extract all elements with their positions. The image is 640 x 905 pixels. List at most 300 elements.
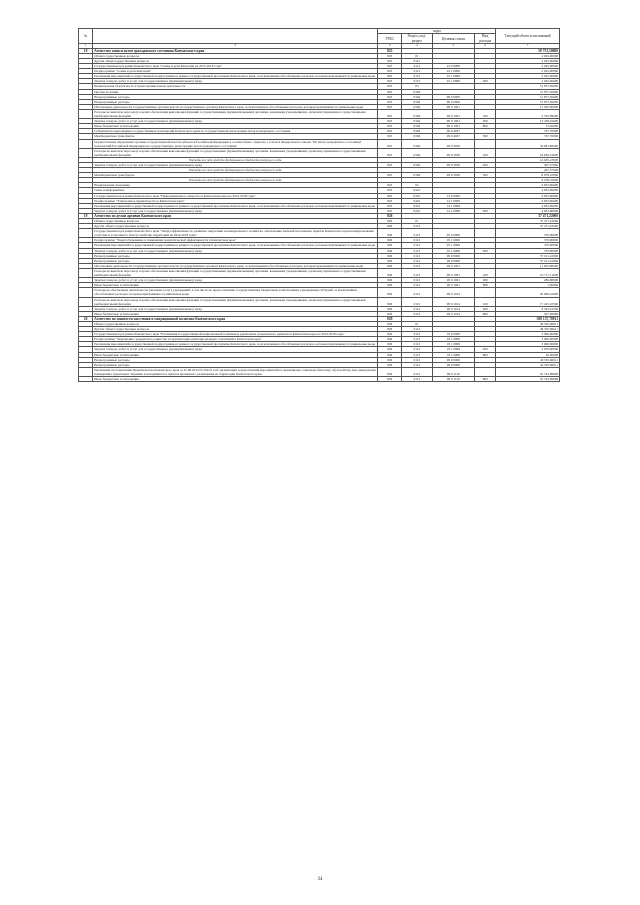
- row-target: 14 0 0000: [432, 193, 474, 198]
- row-grbs: 829: [378, 367, 402, 376]
- row-section: 0113: [402, 297, 433, 306]
- row-grbs: 826: [378, 268, 402, 277]
- row-section: 0304: [402, 139, 433, 148]
- row-target: 22 0 0000: [432, 64, 474, 69]
- row-grbs: 826: [378, 229, 402, 238]
- row-grbs: 825: [378, 208, 402, 213]
- row-name: Иные бюджетные ассигнования: [93, 311, 378, 316]
- row-amount: 30,00000: [496, 352, 560, 357]
- row-amount: 370,00000: [496, 248, 560, 253]
- row-amount: 37 101,22000: [496, 258, 560, 263]
- row-vr: 500: [475, 173, 496, 178]
- row-name: Агентство записи актов гражданского состояния Камчатского края: [93, 48, 378, 53]
- row-vr: 200: [475, 162, 496, 167]
- row-amount: 2 970,00000: [496, 347, 560, 352]
- row-name: Реализация мероприятий государственной подпрограммы в рамках государственной программы Камчатского края, за исключением обособленных расходов, которым присваиваются уникальные коды: [93, 74, 378, 79]
- row-section: 0410: [402, 198, 433, 203]
- row-section: 0113: [402, 278, 433, 283]
- row-target: 99 0 1120: [432, 367, 474, 376]
- row-vr: 500: [475, 134, 496, 139]
- row-name: Реализация мероприятий государственной подпрограммы в рамках государственной программы Камчатского края, за исключением обособленных расходов, которым присваиваются уникальные коды: [93, 342, 378, 347]
- row-amount: 727,70000: [496, 129, 560, 134]
- row-section: 0113: [402, 352, 433, 357]
- row-name: Расходы за счет средств федерального бюджета текущего года: [93, 178, 378, 183]
- row-target: 99 0 1001: [432, 263, 474, 268]
- row-section: 0113: [402, 362, 433, 367]
- row-grbs: 829: [378, 316, 402, 321]
- row-section: 0113: [402, 357, 433, 362]
- row-grbs: 826: [378, 213, 402, 218]
- row-amount: 43 505,66011: [496, 357, 560, 362]
- row-name: Государственная программа Камчатского края "Информационное общество в Камчатском крае на 2014-2018 годы": [93, 193, 378, 198]
- row-number: [79, 109, 93, 118]
- row-number: [79, 229, 93, 238]
- row-number: [79, 297, 93, 306]
- row-name: Подпрограмма "Укрепление гражданского единства и гармонизация межнациональных отношений в Камчатском крае": [93, 337, 378, 342]
- table-row: [79, 268, 560, 277]
- row-vr: 800: [475, 283, 496, 288]
- row-target: 99 0 1001: [432, 104, 474, 109]
- row-section: 0304: [402, 129, 433, 134]
- row-grbs: 825: [378, 89, 402, 94]
- row-grbs: 826: [378, 263, 402, 268]
- row-amount: 58 753,50000: [496, 48, 560, 53]
- row-grbs: 825: [378, 59, 402, 64]
- row-section: 0410: [402, 203, 433, 208]
- row-grbs: 825: [378, 109, 402, 118]
- row-section: 0113: [402, 64, 433, 69]
- row-section: 0304: [402, 104, 433, 109]
- row-section: 0113: [402, 248, 433, 253]
- row-vr: 100: [475, 297, 496, 306]
- row-grbs: 825: [378, 198, 402, 203]
- row-name: Непрограммные расходы: [93, 362, 378, 367]
- row-name: Осуществление переданных органам государственной власти субъектов Российской Федерации в соответствии с пунктом 1 статьи 4 Федерального закона "Об актах гражданского состояния" полномочий Российской Федерации на государственную регистрацию актов гражданского состояния: [93, 139, 378, 148]
- row-name: Расходы на выплаты персоналу в целях обеспечения выполнения функций государственными (муниципальными) органами, казенными учреждениями, органами управления государственными внебюджетными фондами: [93, 268, 378, 277]
- row-number: [79, 139, 93, 148]
- row-amount: 507,50000: [496, 311, 560, 316]
- row-grbs: 826: [378, 283, 402, 288]
- row-grbs: 826: [378, 224, 402, 229]
- row-grbs: 826: [378, 238, 402, 243]
- row-grbs: 826: [378, 297, 402, 306]
- row-section: 0304: [402, 148, 433, 157]
- row-name: Государственная программа Камчатского края "Семья и дети Камчатки на 2015-2018 годы": [93, 64, 378, 69]
- header-amount: Текущий объем ассигнований: [496, 29, 560, 44]
- row-name: Общегосударственные вопросы: [93, 53, 378, 58]
- row-name: Межбюджетные трансферты: [93, 173, 378, 178]
- row-section: 0113: [402, 306, 433, 311]
- row-section: 0113: [402, 377, 433, 382]
- budget-table: [78, 28, 560, 382]
- row-section: 0304: [402, 124, 433, 129]
- row-section: 01: [402, 53, 433, 58]
- row-grbs: 829: [378, 352, 402, 357]
- row-amount: 24 636,23000: [496, 148, 560, 157]
- row-section: 0113: [402, 258, 433, 263]
- row-section: 0113: [402, 332, 433, 337]
- row-name: Закупка товаров, работ и услуг для государственных (муниципальных) нужд: [93, 208, 378, 213]
- row-target: 99 0 0000: [432, 258, 474, 263]
- row-grbs: 825: [378, 188, 402, 193]
- row-section: 0304: [402, 94, 433, 99]
- row-section: 0113: [402, 311, 433, 316]
- row-vr: 100: [475, 148, 496, 157]
- row-amount: 37 471,22000: [496, 213, 560, 218]
- row-section: 0113: [402, 238, 433, 243]
- row-name: Подпрограмма "Энергосбережение и повышение энергетической эффективности в Камчатском крае": [93, 238, 378, 243]
- table-row: [79, 148, 560, 157]
- row-grbs: 825: [378, 104, 402, 109]
- row-grbs: 829: [378, 327, 402, 332]
- row-name: Расходы на выплаты персоналу в целях обеспечения выполнения функций государственными (муниципальными) органами, казенными учреждениями, органами управления государственными внебюджетными фондами: [93, 109, 378, 118]
- row-amount: 4 833,00000: [496, 208, 560, 213]
- row-grbs: 825: [378, 119, 402, 124]
- row-vr: 200: [475, 306, 496, 311]
- row-grbs: 826: [378, 278, 402, 283]
- row-amount: 10 745,89848: [496, 377, 560, 382]
- row-grbs: 825: [378, 74, 402, 79]
- table-header: [79, 29, 560, 49]
- row-grbs: 825: [378, 84, 402, 89]
- index-cell: 2: [93, 44, 378, 49]
- row-target: 22 1 0999: [432, 79, 474, 84]
- row-name: Реализация постановления Правительства Камчатского края от 07.08.2014 № 329-П «Об организации осуществления мероприятий по временному социально-бытовому обустройству лиц, вынужденно покинувших территорию Украины и находящихся в пунктах временного размещения на территории Камчатского края»: [94, 367, 377, 376]
- row-vr: 100: [475, 109, 496, 118]
- row-grbs: 826: [378, 306, 402, 311]
- row-section: 0113: [402, 342, 433, 347]
- row-amount: 10 717,11000: [496, 268, 560, 277]
- row-number: [79, 268, 93, 277]
- row-name: Закупка товаров, работ и услуг для государственных (муниципальных) нужд: [93, 347, 378, 352]
- row-target: 99 0 1001: [432, 268, 474, 277]
- row-section: 0304: [402, 162, 433, 167]
- row-vr: 800: [475, 124, 496, 129]
- row-target: 18 1 0999: [432, 347, 474, 352]
- row-amount: 8 363,61500: [496, 306, 560, 311]
- row-vr: 200: [475, 347, 496, 352]
- table-row: [79, 297, 560, 306]
- row-grbs: 825: [378, 193, 402, 198]
- row-amount: 8 978,10000: [496, 173, 560, 178]
- row-target: 18 1 0000: [432, 337, 474, 342]
- row-grbs: 825: [378, 99, 402, 104]
- row-name: Закупка товаров, работ и услуг для государственных (муниципальных) нужд: [93, 162, 378, 167]
- row-target: 99 0 1001: [432, 109, 474, 118]
- row-target: 99 0 4027: [432, 134, 474, 139]
- row-amount: 2 045,00000: [496, 79, 560, 84]
- row-name: Государственная программа Камчатского края "Энергоэффективность, развитие энергетики и коммунального хозяйства, обеспечение жителей населенных пунктов Камчатского края коммунальными услугами и услугами по благоустройству территорий на 2014-2018 годы": [93, 229, 378, 238]
- row-grbs: 826: [378, 248, 402, 253]
- row-amount: 51 875,50000: [496, 84, 560, 89]
- row-name: Закупка товаров, работ и услуг для государственных (муниципальных) нужд: [93, 278, 378, 283]
- row-amount: 11 005,00000: [496, 263, 560, 268]
- row-target: 99 0 1014: [432, 311, 474, 316]
- row-target: 14 1 0999: [432, 208, 474, 213]
- row-target: 99 0 0000: [432, 362, 474, 367]
- row-section: 0113: [402, 243, 433, 248]
- row-amount: 13 258,62000: [496, 119, 560, 124]
- row-target: 99 0 0000: [432, 357, 474, 362]
- row-name: Подпрограмма "Семья и дети Камчатки": [93, 69, 378, 74]
- header-name: [93, 29, 378, 44]
- row-name: Закупка товаров, работ и услуг для государственных (муниципальных) нужд: [93, 248, 378, 253]
- row-grbs: 825: [378, 69, 402, 74]
- row-grbs: 826: [378, 243, 402, 248]
- row-name: Общегосударственные вопросы: [93, 219, 378, 224]
- row-amount: 2 045,00000: [496, 53, 560, 58]
- row-target: 99 0 1014: [432, 288, 474, 297]
- row-amount: 3 792,09000: [496, 109, 560, 118]
- row-amount: 17 225,10500: [496, 297, 560, 306]
- row-amount: 15,20000: [496, 124, 560, 129]
- row-name: Иные бюджетные ассигнования: [93, 283, 378, 288]
- row-target: 99 0 1001: [432, 283, 474, 288]
- table-body: [79, 48, 560, 381]
- row-amount: 467,57000: [496, 168, 560, 173]
- row-name: Иные бюджетные ассигнования: [93, 377, 378, 382]
- row-name: Связь и информатика: [93, 188, 378, 193]
- row-amount: 24 636,23000: [496, 157, 560, 162]
- row-amount: 34 081,90000: [496, 139, 560, 148]
- row-number: [79, 367, 93, 376]
- row-grbs: 825: [378, 79, 402, 84]
- row-name: Подпрограмма "Электронное правительство в Камчатском крае": [93, 198, 378, 203]
- header-codes: коды: [378, 29, 496, 34]
- row-name: Государственная программа Камчатского края "Реализация государственной национальной политики и укрепление гражданского единства в Камчатском крае на 2014-2018 годы": [93, 332, 378, 337]
- row-grbs: 826: [378, 288, 402, 297]
- row-amount: 370,00000: [496, 229, 560, 238]
- row-grbs: 829: [378, 377, 402, 382]
- row-section: 0113: [402, 367, 433, 376]
- index-cell: 1: [79, 44, 93, 49]
- row-section: 0304: [402, 173, 433, 178]
- row-section: 0113: [402, 337, 433, 342]
- row-target: 05 0 0000: [432, 229, 474, 238]
- row-name: Национальная экономика: [93, 183, 378, 188]
- row-amount: 26 096,22000: [496, 288, 560, 297]
- row-name: Национальная безопасность и правоохранительная деятельность: [93, 84, 378, 89]
- row-number: 19: [79, 213, 93, 218]
- row-amount: 1,00000: [496, 283, 560, 288]
- row-amount: 3 000,00000: [496, 337, 560, 342]
- index-cell: 6: [475, 44, 496, 49]
- row-name: Агентство по делам архивов Камчатского края: [93, 213, 378, 218]
- row-grbs: 829: [378, 337, 402, 342]
- row-section: 0113: [402, 69, 433, 74]
- row-amount: 370,00000: [496, 238, 560, 243]
- row-section: 0410: [402, 193, 433, 198]
- row-name: Другие общегосударственные вопросы: [93, 224, 378, 229]
- row-amount: 37 471,22000: [496, 224, 560, 229]
- row-section: 0113: [402, 288, 433, 297]
- row-section: 0304: [402, 99, 433, 104]
- row-amount: 17 065,90000: [496, 104, 560, 109]
- row-section: 0304: [402, 89, 433, 94]
- row-name: Непрограммные расходы: [93, 357, 378, 362]
- row-name: Иные бюджетные ассигнования: [93, 352, 378, 357]
- row-name: Общегосударственные вопросы: [93, 321, 378, 326]
- table-row: [79, 288, 560, 297]
- row-section: 0410: [402, 188, 433, 193]
- row-number: [79, 377, 93, 382]
- row-target: 22 1 0000: [432, 69, 474, 74]
- row-name: Субвенции на выполнение государственных полномочий Камчатского края по государственной регистрации актов гражданского состояния: [93, 129, 378, 134]
- row-name: Другие общегосударственные вопросы: [93, 327, 378, 332]
- row-section: 01: [402, 219, 433, 224]
- row-amount: 4 833,00000: [496, 203, 560, 208]
- table-row: [79, 367, 560, 376]
- row-grbs: 825: [378, 124, 402, 129]
- row-name: Расходы на обеспечение деятельности (оказание услуг) учреждений, в том числе на предоставление государственным бюджетным и автономным учреждениям субсидий, за исключением обособленных расходов, которым присваиваются уникальные коды: [93, 288, 378, 297]
- row-grbs: 826: [378, 219, 402, 224]
- row-name: Обеспечение деятельности государственных органов власти (государственных органов) Камчатского края, за исключением обособленных расходов, которым присваиваются уникальные коды: [93, 104, 378, 109]
- row-vr: 200: [475, 278, 496, 283]
- row-target: 18 0 0000: [432, 332, 474, 337]
- row-grbs: 825: [378, 129, 402, 134]
- page-number: 34: [317, 877, 323, 882]
- table-row: [79, 109, 560, 118]
- row-section: 0410: [402, 208, 433, 213]
- row-target: 14 1 0000: [432, 198, 474, 203]
- row-grbs: 825: [378, 148, 402, 157]
- row-amount: 2 045,00000: [496, 59, 560, 64]
- row-name: Реализация мероприятий государственной подпрограммы в рамках государственной программы Камчатского края, за исключением обособленных расходов, которым присваиваются уникальные коды: [93, 243, 378, 248]
- row-amount: 37 471,22000: [496, 219, 560, 224]
- row-vr: 800: [475, 311, 496, 316]
- header-grbs: ГРБС: [378, 34, 402, 44]
- row-grbs: 825: [378, 162, 402, 167]
- row-number: [79, 148, 93, 157]
- index-cell: 4: [402, 44, 433, 49]
- row-section: 0113: [402, 59, 433, 64]
- row-grbs: 825: [378, 139, 402, 148]
- row-name: Расходы на выплаты персоналу в целях обеспечения выполнения функций государственными (муниципальными) органами, казенными учреждениями, органами управления государственными внебюджетными фондами: [93, 148, 378, 157]
- row-section: 0304: [402, 119, 433, 124]
- row-name: Другие общегосударственные вопросы: [93, 59, 378, 64]
- row-grbs: 826: [378, 258, 402, 263]
- row-grbs: 825: [378, 53, 402, 58]
- row-target: 99 0 1120: [432, 377, 474, 382]
- row-amount: 3 000,00000: [496, 332, 560, 337]
- row-target: 99 0 0000: [432, 94, 474, 99]
- row-name: Обеспечение деятельности государственных органов власти (государственных органов) Камчатского края, за исключением обособленных расходов, которым присваиваются уникальные коды: [93, 263, 378, 268]
- row-amount: 588 137,78011: [496, 316, 560, 321]
- row-section: 03: [402, 84, 433, 89]
- row-target: 99 0 5930: [432, 148, 474, 157]
- row-name: Непрограммные расходы: [93, 94, 378, 99]
- row-vr: 800: [475, 377, 496, 382]
- header-target: Целевая статья: [432, 34, 474, 44]
- row-amount: 4 833,00000: [496, 188, 560, 193]
- row-section: 0113: [402, 79, 433, 84]
- row-vr: [475, 367, 496, 376]
- row-amount: 51 875,50000: [496, 89, 560, 94]
- row-grbs: 829: [378, 321, 402, 326]
- row-section: 0113: [402, 224, 433, 229]
- row-amount: 10 745,89848: [496, 367, 560, 376]
- row-name: Расходы на выплаты персоналу в целях обеспечения выполнения функций государственными (муниципальными) органами, казенными учреждениями, органами управления государственными внебюджетными фондами: [93, 297, 378, 306]
- row-grbs: 825: [378, 183, 402, 188]
- header-vr: Вид расхода: [475, 34, 496, 44]
- row-amount: 370,00000: [496, 243, 560, 248]
- row-target: 99 0 1014: [432, 297, 474, 306]
- row-vr: 200: [475, 79, 496, 84]
- row-grbs: 829: [378, 332, 402, 337]
- row-section: 0113: [402, 229, 433, 238]
- row-target: 14 1 0999: [432, 203, 474, 208]
- row-section: 0113: [402, 74, 433, 79]
- row-name: Закупка товаров, работ и услуг для государственных (муниципальных) нужд: [93, 306, 378, 311]
- row-name: Расходы за счет средств федерального бюджета текущего года: [93, 157, 378, 162]
- row-target: 99 0 0000: [432, 253, 474, 258]
- row-name: Иные бюджетные ассигнования: [93, 124, 378, 129]
- row-grbs: 826: [378, 253, 402, 258]
- row-grbs: 825: [378, 203, 402, 208]
- row-name: Закупка товаров, работ и услуг для государственных (муниципальных) нужд: [93, 119, 378, 124]
- row-target: 05 1 0999: [432, 243, 474, 248]
- row-grbs: 829: [378, 357, 402, 362]
- row-vr: [475, 229, 496, 238]
- row-section: 0304: [402, 109, 433, 118]
- row-grbs: 825: [378, 64, 402, 69]
- row-amount: 727,70000: [496, 134, 560, 139]
- row-target: 99 0 5930: [432, 162, 474, 167]
- row-amount: 4 833,00000: [496, 193, 560, 198]
- index-cell: 3: [378, 44, 402, 49]
- row-target: 99 0 4027: [432, 129, 474, 134]
- row-number: 20: [79, 316, 93, 321]
- row-grbs: 829: [378, 342, 402, 347]
- row-target: 99 0 1014: [432, 306, 474, 311]
- row-section: 0304: [402, 134, 433, 139]
- row-amount: 4 833,00000: [496, 183, 560, 188]
- row-grbs: 825: [378, 48, 402, 53]
- row-target: 99 0 1001: [432, 124, 474, 129]
- row-grbs: 826: [378, 311, 402, 316]
- row-section: 0113: [402, 327, 433, 332]
- row-grbs: 825: [378, 94, 402, 99]
- row-amount: 3 000,00000: [496, 342, 560, 347]
- row-name: Закупка товаров, работ и услуг для государственных (муниципальных) нужд: [93, 79, 378, 84]
- row-section: 0113: [402, 253, 433, 258]
- row-number: [79, 288, 93, 297]
- row-number: 18: [79, 48, 93, 53]
- row-target: 05 1 0000: [432, 238, 474, 243]
- row-amount: 467,57000: [496, 162, 560, 167]
- row-target: 05 1 0999: [432, 248, 474, 253]
- row-section: 0113: [402, 347, 433, 352]
- row-grbs: 829: [378, 347, 402, 352]
- row-vr: 200: [475, 119, 496, 124]
- row-grbs: 825: [378, 173, 402, 178]
- row-name: Непрограммные расходы: [93, 99, 378, 104]
- row-amount: 2 045,00000: [496, 69, 560, 74]
- row-amount: 2 045,00000: [496, 64, 560, 69]
- table-row: [79, 377, 560, 382]
- row-name: Непрограммные расходы: [93, 258, 378, 263]
- index-cell: 5: [432, 44, 474, 49]
- row-target: 99 0 0000: [432, 99, 474, 104]
- row-section: 0113: [402, 268, 433, 277]
- row-section: 01: [402, 321, 433, 326]
- row-amount: 4 833,00000: [496, 198, 560, 203]
- table-row: [79, 229, 560, 238]
- header-section: Раздел, под-раздел: [402, 34, 433, 44]
- row-target: 99 0 5930: [432, 139, 474, 148]
- row-name: Реализация мероприятий государственной подпрограммы в рамках государственной программы Камчатского края, за исключением обособленных расходов, которым присваиваются уникальные коды: [93, 203, 378, 208]
- row-vr: 200: [475, 248, 496, 253]
